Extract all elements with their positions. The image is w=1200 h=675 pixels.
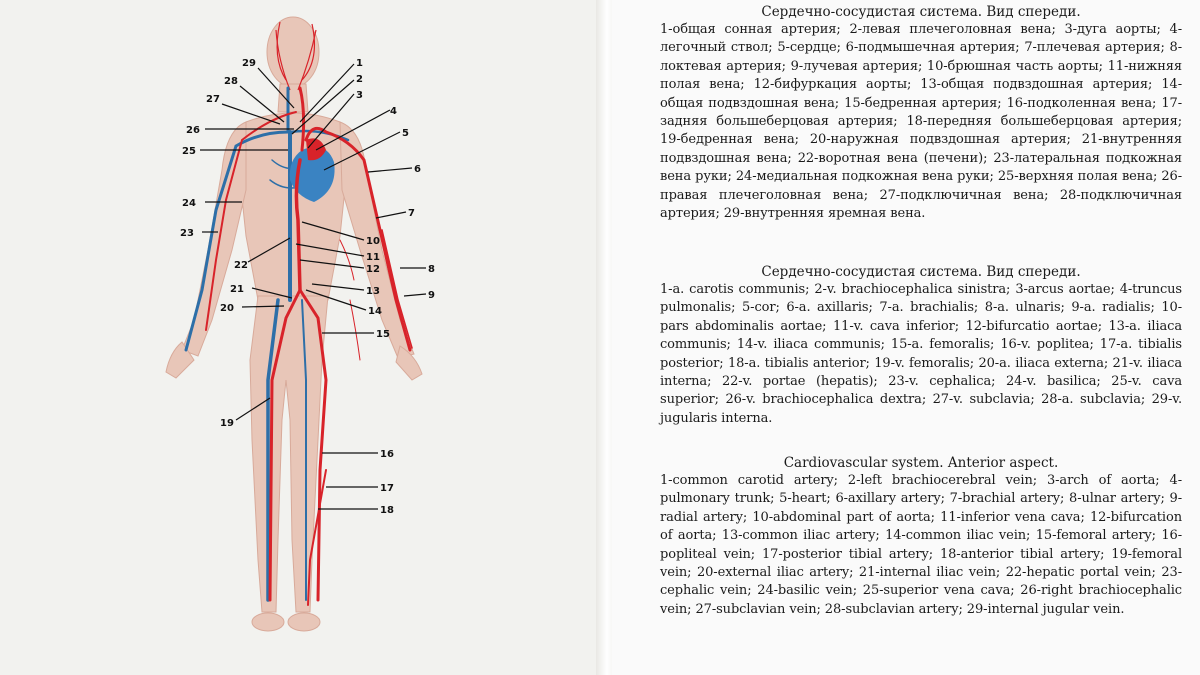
figure-label-6: 6 [414, 164, 421, 175]
russian-caption-body: 1-общая сонная артерия; 2-левая плечеголовная вена; 3-дуга аорты; 4-легочный ствол; 5-сердце; 6-подмышечная артерия; 7-плечевая артерия; 8-локтевая артерия; 9-лучевая артерия; 10-брюшная часть аорты; 11-нижняя полая вена; 12-бифуркация аорты; 13-общая подвздошная артерия; 14-общая подвздошная вена; 15-бедренная артерия; 16-подколенная вена; 17-задняя большеберцовая артерия; 18-передняя большеберцовая артерия; 19-бедренная вена; 20-наружная подвздошная артерия; 21-внутренняя подвздошная вена; 22-воротная вена (печени); 23-латеральная подкожная вена руки; 24-медиальная подкожная вена руки; 25-верхняя полая вена; 26-правая плечеголовная вена; 27-подключичная вена; 28-подключичная артерия; 29-внутренняя яремная вена. [660, 22, 1182, 222]
russian-caption-title: Сердечно-сосудистая система. Вид спереди. [761, 4, 1081, 20]
english-caption-body: 1-common carotid artery; 2-left brachiocerebral vein; 3-arch of aorta; 4-pulmonary trunk; 5-heart; 6-axillary artery; 7-brachial artery; 8-ulnar artery; 9-radial artery; 10-abdominal part of aorta; 11-inferior vena cava; 12-bifurcation of aorta; 13-common iliac artery; 14-common iliac vein; 15-femoral artery; 16-popliteal vein; 17-posterior tibial artery; 18-anterior tibial artery; 19-femoral vein; 20-external iliac artery; 21-internal iliac vein; 22-hepatic portal vein; 23-cephalic vein; 24-basilic vein; 25-superior vena cava; 26-right brachiocephalic vein; 27-subclavian vein; 28-subclavian artery; 29-internal jugular vein. [660, 473, 1182, 617]
figure-label-15: 15 [376, 329, 390, 340]
figure-label-17: 17 [380, 483, 394, 494]
latin-caption-title: Сердечно-сосудистая система. Вид спереди. [761, 264, 1081, 280]
figure-label-20: 20 [220, 303, 234, 314]
figure-label-11: 11 [366, 252, 380, 263]
figure-label-5: 5 [402, 128, 409, 139]
russian-caption [660, 4, 1182, 223]
cardiovascular-figure [150, 0, 450, 675]
figure-label-4: 4 [390, 106, 397, 117]
figure-label-21: 21 [230, 284, 244, 295]
body-silhouette [166, 17, 422, 631]
figure-label-12: 12 [366, 264, 380, 275]
latin-caption [660, 264, 1182, 428]
figure-label-22: 22 [234, 260, 248, 271]
english-caption [660, 455, 1182, 619]
figure-label-13: 13 [366, 286, 380, 297]
figure-label-7: 7 [408, 208, 415, 219]
figure-label-26: 26 [186, 125, 200, 136]
figure-label-16: 16 [380, 449, 394, 460]
figure-label-1: 1 [356, 58, 363, 69]
english-caption-title: Cardiovascular system. Anterior aspect. [783, 455, 1059, 471]
figure-label-14: 14 [368, 306, 382, 317]
figure-label-29: 29 [242, 58, 256, 69]
figure-label-24: 24 [182, 198, 196, 209]
figure-label-27: 27 [206, 94, 220, 105]
figure-label-8: 8 [428, 264, 435, 275]
figure-label-18: 18 [380, 505, 394, 516]
latin-caption-body: 1-a. carotis communis; 2-v. brachiocephalica sinistra; 3-arcus aortae; 4-truncus pulmonalis; 5-cor; 6-a. axillaris; 7-a. brachialis; 8-a. ulnaris; 9-a. radialis; 10-pars abdominalis aortae; 11-v. cava inferior; 12-bifurcatio aortae; 13-a. iliaca communis; 14-v. iliaca communis; 15-a. femoralis; 16-v. poplitea; 17-a. tibialis posterior; 18-a. tibialis anterior; 19-v. femoralis; 20-a. iliaca externa; 21-v. iliaca interna; 22-v. portae (hepatis); 23-v. cephalica; 24-v. basilica; 25-v. cava superior; 26-v. brachiocephalica dextra; 27-v. subclavia; 28-a. subclavia; 29-v. jugularis interna. [660, 282, 1182, 426]
figure-label-28: 28 [224, 76, 238, 87]
figure-label-19: 19 [220, 418, 234, 429]
figure-label-3: 3 [356, 90, 363, 101]
figure-label-10: 10 [366, 236, 380, 247]
figure-label-2: 2 [356, 74, 363, 85]
figure-label-25: 25 [182, 146, 196, 157]
figure-label-9: 9 [428, 290, 435, 301]
figure-label-23: 23 [180, 228, 194, 239]
